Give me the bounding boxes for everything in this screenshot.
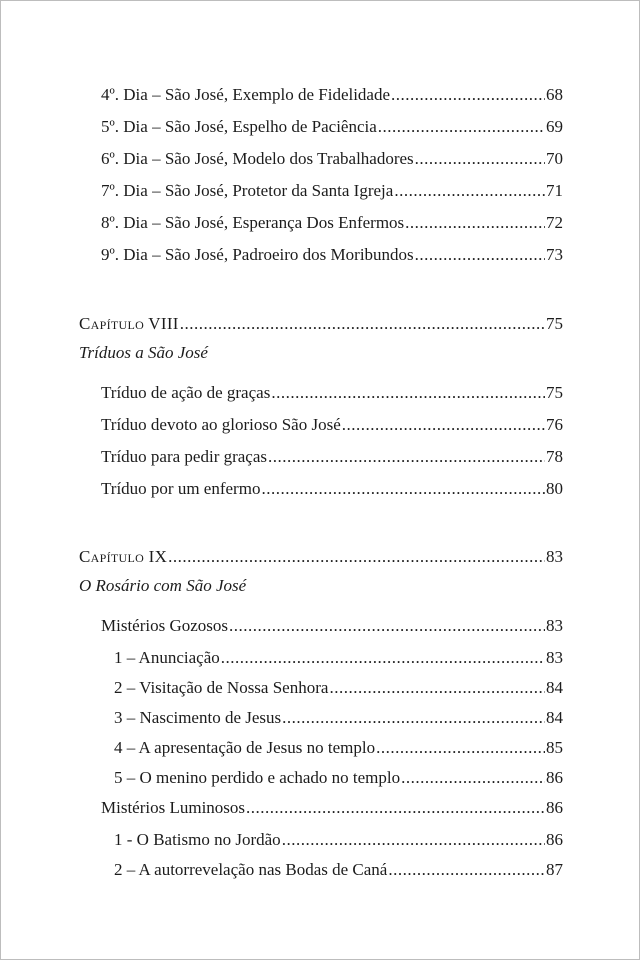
chapter-page: 83 <box>546 547 563 566</box>
toc-entry-label: 2 – Visitação de Nossa Senhora <box>114 678 329 697</box>
toc-entry-label: Tríduo por um enfermo <box>101 479 261 498</box>
leader-dots <box>415 149 545 169</box>
toc-entry-label: 6º. Dia – São José, Modelo dos Trabalhadores <box>101 149 414 168</box>
toc-entry[interactable] <box>101 383 563 403</box>
toc-entry-page: 84 <box>546 678 563 697</box>
toc-entry-label: Mistérios Gozosos <box>101 616 229 635</box>
toc-entry-label: 3 – Nascimento de Jesus <box>114 708 282 727</box>
toc-entry-page: 73 <box>546 245 563 264</box>
toc-entry[interactable] <box>101 415 563 435</box>
toc-entry-page: 86 <box>546 768 563 787</box>
leader-dots <box>401 768 545 788</box>
toc-entry-label: Tríduo devoto ao glorioso São José <box>101 415 341 434</box>
toc-entry[interactable] <box>114 768 563 788</box>
toc-entry[interactable] <box>114 860 563 880</box>
toc-entry[interactable] <box>101 616 563 636</box>
leader-dots <box>394 181 545 201</box>
leader-dots <box>168 547 545 567</box>
leader-dots <box>376 738 545 758</box>
toc-entry[interactable] <box>101 213 563 233</box>
chapter-subtitle: Tríduos a São José <box>79 343 208 362</box>
leader-dots <box>329 678 545 698</box>
toc-entry-label: 1 - O Batismo no Jordão <box>114 830 281 849</box>
toc-entry-page: 80 <box>546 479 563 498</box>
leader-dots <box>261 479 545 499</box>
toc-entry-page: 78 <box>546 447 563 466</box>
toc-entry[interactable] <box>101 447 563 467</box>
leader-dots <box>282 830 545 850</box>
toc-entry-label: Mistérios Luminosos <box>101 798 246 817</box>
toc-entry-page: 85 <box>546 738 563 757</box>
toc-entry-label: 7º. Dia – São José, Protetor da Santa Igreja <box>101 181 394 200</box>
toc-entry[interactable] <box>114 738 563 758</box>
toc-entry[interactable] <box>114 708 563 728</box>
chapter-title: Capítulo IX <box>79 547 168 566</box>
toc-entry-page: 84 <box>546 708 563 727</box>
leader-dots <box>391 85 545 105</box>
toc-entry-label: 2 – A autorrevelação nas Bodas de Caná <box>114 860 388 879</box>
leader-dots <box>246 798 545 818</box>
toc-entry-label: 5º. Dia – São José, Espelho de Paciência <box>101 117 377 136</box>
leader-dots <box>415 245 545 265</box>
toc-entry-page: 83 <box>546 648 563 667</box>
toc-entry-page: 86 <box>546 798 563 817</box>
toc-entry[interactable] <box>101 479 563 499</box>
leader-dots <box>268 447 545 467</box>
chapter-heading[interactable] <box>79 314 563 334</box>
toc-entry[interactable] <box>114 648 563 668</box>
chapter-page: 75 <box>546 314 563 333</box>
toc-entry-page: 75 <box>546 383 563 402</box>
toc-entry-label: Tríduo para pedir graças <box>101 447 268 466</box>
leader-dots <box>271 383 545 403</box>
toc-entry-page: 69 <box>546 117 563 136</box>
chapter-subtitle: O Rosário com São José <box>79 576 247 595</box>
toc-entry-label: 4 – A apresentação de Jesus no templo <box>114 738 376 757</box>
chapter-title: Capítulo VIII <box>79 314 179 333</box>
leader-dots <box>342 415 545 435</box>
toc-entry[interactable] <box>114 678 563 698</box>
leader-dots <box>282 708 545 728</box>
leader-dots <box>378 117 545 137</box>
toc-entry-label: 1 – Anunciação <box>114 648 220 667</box>
leader-dots <box>388 860 545 880</box>
toc-entry[interactable] <box>101 85 563 105</box>
toc-entry-page: 68 <box>546 85 563 104</box>
toc-entry-page: 76 <box>546 415 563 434</box>
toc-entry-label: 4º. Dia – São José, Exemplo de Fidelidade <box>101 85 391 104</box>
leader-dots <box>180 314 545 334</box>
leader-dots <box>405 213 545 233</box>
toc-entry-page: 87 <box>546 860 563 879</box>
toc-entry[interactable] <box>101 245 563 265</box>
toc-entry-label: 9º. Dia – São José, Padroeiro dos Moribundos <box>101 245 414 264</box>
leader-dots <box>221 648 545 668</box>
toc-entry-page: 70 <box>546 149 563 168</box>
toc-entry[interactable] <box>114 830 563 850</box>
leader-dots <box>229 616 545 636</box>
chapter-heading[interactable] <box>79 547 563 567</box>
toc-entry-label: 8º. Dia – São José, Esperança Dos Enfermos <box>101 213 405 232</box>
toc-entry[interactable] <box>101 181 563 201</box>
toc-entry-page: 86 <box>546 830 563 849</box>
toc-entry-page: 83 <box>546 616 563 635</box>
toc-entry-page: 71 <box>546 181 563 200</box>
toc-entry[interactable] <box>101 798 563 818</box>
toc-entry[interactable] <box>101 149 563 169</box>
toc-entry[interactable] <box>101 117 563 137</box>
toc-entry-page: 72 <box>546 213 563 232</box>
toc-entry-label: 5 – O menino perdido e achado no templo <box>114 768 401 787</box>
toc-entry-label: Tríduo de ação de graças <box>101 383 271 402</box>
